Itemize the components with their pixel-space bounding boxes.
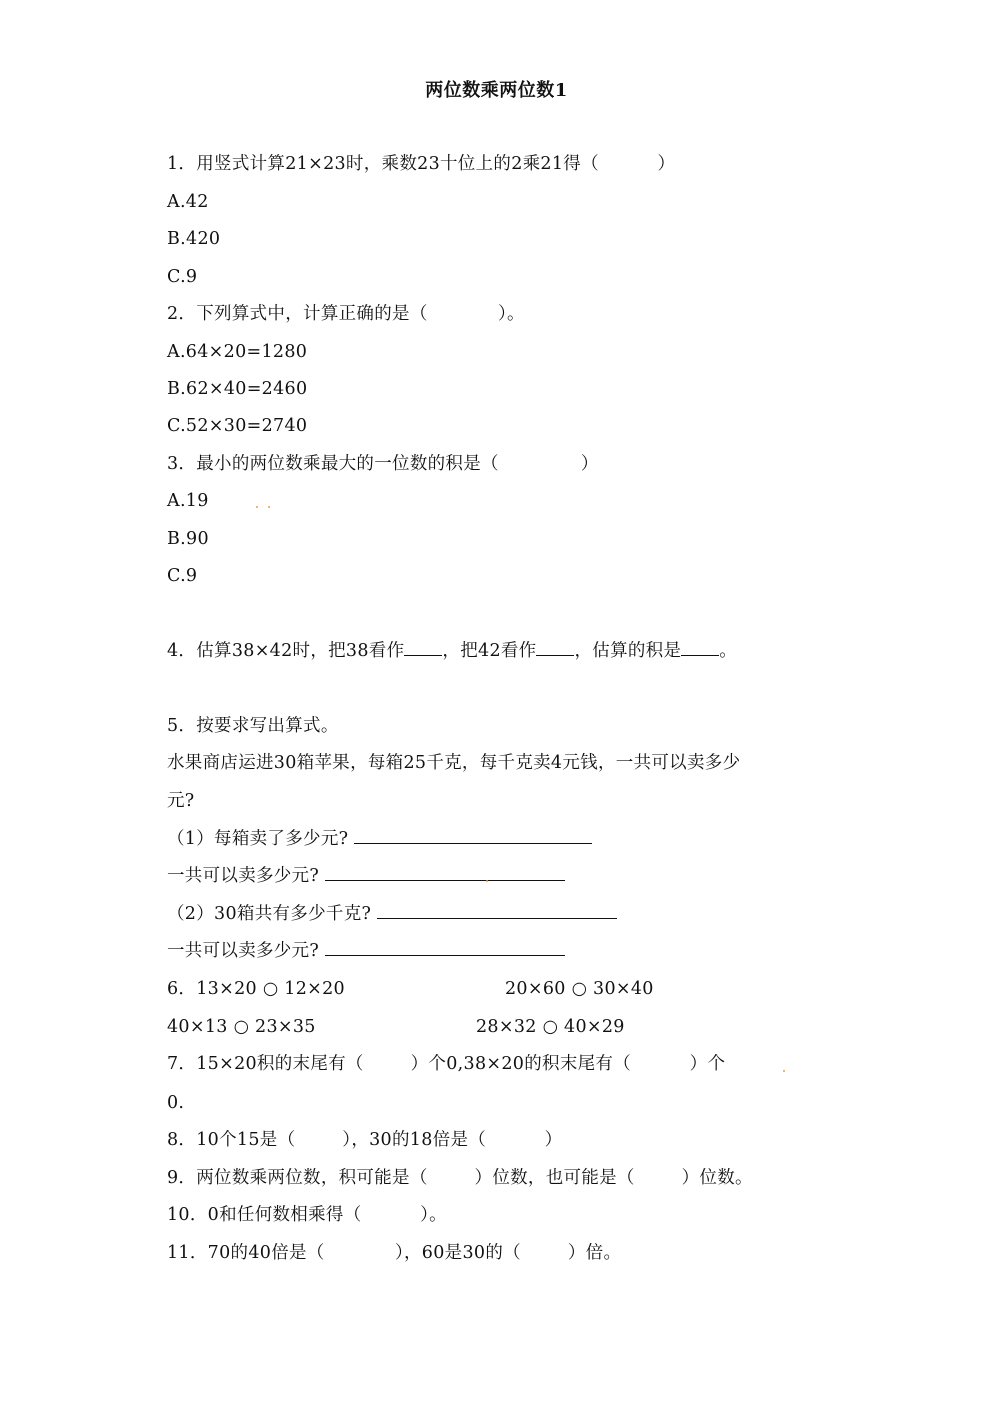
q6-expr-4a: 28×32 <box>476 1017 537 1037</box>
q5-sub-2-label: 一共可以卖多少元? <box>167 866 325 886</box>
question-10: 10．0和任何数相乘得（ ）。 <box>167 1205 447 1225</box>
q5-sub-4 <box>167 939 565 963</box>
q5-sub-3 <box>167 902 617 926</box>
q3-option-b: B.90 <box>167 529 209 549</box>
q4-part-4: 。 <box>719 641 738 661</box>
q6-compare-3 <box>167 1015 316 1039</box>
question-7-cont: 0. <box>167 1093 185 1113</box>
q1-option-c: C.9 <box>167 267 198 287</box>
q4-blank-2[interactable] <box>536 641 574 656</box>
question-2: 2．下列算式中，计算正确的是（ ）。 <box>167 304 525 324</box>
q3-option-a: A.19 <box>167 491 209 511</box>
q4-part-1: 4．估算38×42时，把38看作 <box>167 641 405 661</box>
q1-option-a: A.42 <box>167 192 209 212</box>
q6-expr-1b: 12×20 <box>284 979 345 999</box>
speck-mark <box>256 506 258 508</box>
q5-sub-1 <box>167 827 592 851</box>
q5-sub-2 <box>167 864 565 888</box>
compare-circle[interactable]: ○ <box>233 1017 250 1037</box>
q2-option-b: B.62×40=2460 <box>167 379 308 399</box>
q6-compare-1 <box>167 977 345 1001</box>
speck-mark <box>783 1070 785 1072</box>
q5-sub-3-label: （2）30箱共有多少千克? <box>167 904 378 924</box>
question-5: 5．按要求写出算式。 <box>167 716 339 736</box>
q6-expr-3a: 40×13 <box>167 1017 228 1037</box>
q5-sub-3-blank[interactable] <box>377 904 617 919</box>
q5-sub-2-blank[interactable] <box>325 866 565 881</box>
q4-part-2: ，把42看作 <box>442 641 537 661</box>
question-1: 1．用竖式计算21×23时，乘数23十位上的2乘21得（ ） <box>167 154 676 174</box>
q5-problem-line-2: 元? <box>167 791 195 811</box>
page-title: 两位数乘两位数1 <box>425 80 568 101</box>
q6-expr-4b: 40×29 <box>564 1017 625 1037</box>
q2-option-c: C.52×30=2740 <box>167 416 308 436</box>
question-9: 9．两位数乘两位数，积可能是（ ）位数，也可能是（ ）位数。 <box>167 1168 753 1188</box>
question-11: 11．70的40倍是（ ），60是30的（ ）倍。 <box>167 1243 622 1263</box>
q6-expr-2a: 20×60 <box>505 979 566 999</box>
speck-mark <box>486 880 488 882</box>
q4-blank-1[interactable] <box>404 641 442 656</box>
compare-circle[interactable]: ○ <box>542 1017 559 1037</box>
q5-sub-4-label: 一共可以卖多少元? <box>167 941 325 961</box>
compare-circle[interactable]: ○ <box>571 979 588 999</box>
speck-mark <box>268 506 270 508</box>
question-3: 3．最小的两位数乘最大的一位数的积是（ ） <box>167 454 599 474</box>
q2-option-a: A.64×20=1280 <box>167 342 308 362</box>
q5-sub-1-label: （1）每箱卖了多少元? <box>167 829 355 849</box>
q5-sub-4-blank[interactable] <box>325 941 565 956</box>
question-4 <box>167 639 737 663</box>
q6-expr-3b: 23×35 <box>255 1017 316 1037</box>
q5-problem-line-1: 水果商店运进30箱苹果，每箱25千克，每千克卖4元钱，一共可以卖多少 <box>167 753 741 773</box>
q6-expr-1a: 6．13×20 <box>167 979 257 999</box>
q1-option-b: B.420 <box>167 229 221 249</box>
q5-sub-1-blank[interactable] <box>354 829 592 844</box>
q3-option-c: C.9 <box>167 566 198 586</box>
q6-compare-2 <box>505 977 654 1001</box>
q6-expr-2b: 30×40 <box>593 979 654 999</box>
q6-compare-4 <box>476 1015 625 1039</box>
question-8: 8．10个15是（ ），30的18倍是（ ） <box>167 1130 563 1150</box>
q4-part-3: ，估算的积是 <box>574 641 682 661</box>
compare-circle[interactable]: ○ <box>262 979 279 999</box>
q4-blank-3[interactable] <box>681 641 719 656</box>
question-7: 7．15×20积的末尾有（ ）个0,38×20的积末尾有（ ）个 <box>167 1054 726 1074</box>
